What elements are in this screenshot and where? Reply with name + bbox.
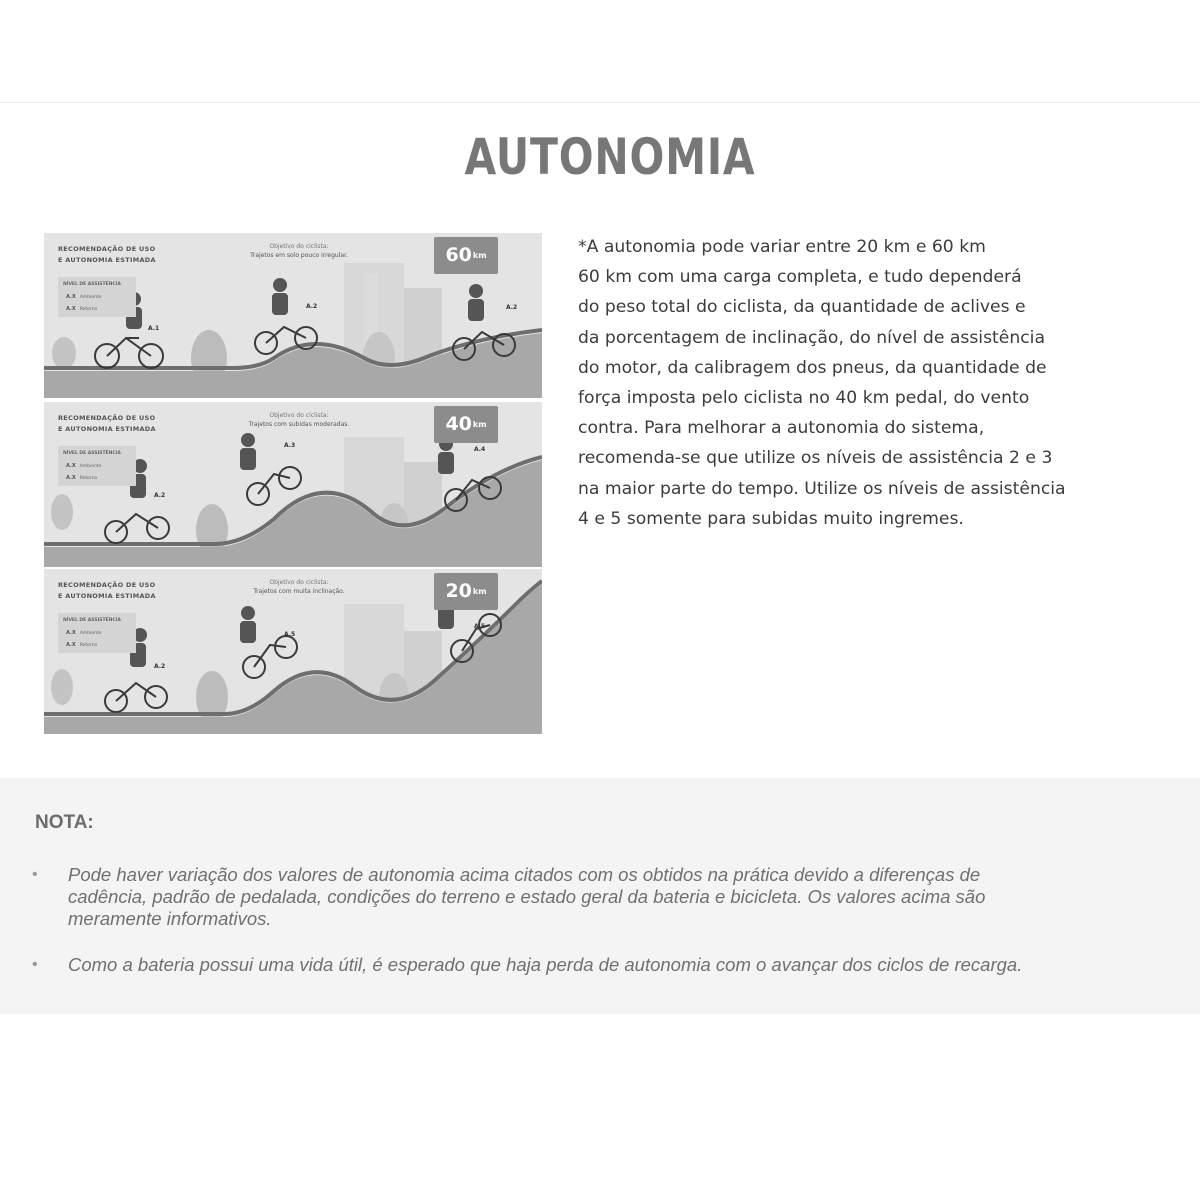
top-divider <box>0 102 1200 103</box>
bullet-icon: • <box>32 956 38 973</box>
panel-heading: RECOMENDAÇÃO DE USO E AUTONOMIA ESTIMADA <box>58 581 156 600</box>
panel-objective: Objetivo do ciclista: Trajetos com subidas moderadas. <box>248 412 350 428</box>
note-item: Pode haver variação dos valores de autonomia acima citados com os obtidos na prática devido a diferenças de cadência, padrão de pedalada, condições do terreno e estado geral da bateria e bicicleta. Os valores acima são meramente informativos. <box>68 864 986 929</box>
rider-level-label: A.3 <box>284 442 296 449</box>
autonomy-infographic <box>44 233 542 733</box>
range-badge: 40km <box>434 406 498 443</box>
rider-level-label: A.2 <box>154 492 166 499</box>
assistance-legend: NÍVEL DE ASSISTÊNCIA A.X Ambiente A.X Retorno <box>58 613 136 653</box>
note-item: Como a bateria possui uma vida útil, é esperado que haja perda de autonomia com o avançar dos ciclos de recarga. <box>68 954 1023 975</box>
assistance-legend: NÍVEL DE ASSISTÊNCIA A.X Ambiente A.X Retorno <box>58 446 136 486</box>
infographic-panel-60km <box>44 233 542 398</box>
panel-heading: RECOMENDAÇÃO DE USO E AUTONOMIA ESTIMADA <box>58 414 156 433</box>
panel-objective: Objetivo do ciclista: Trajetos em solo pouco irregular. <box>250 243 348 259</box>
rider-level-label: A.4 <box>474 446 486 453</box>
rider-level-label: A.5 <box>284 631 296 638</box>
bullet-icon: • <box>32 866 38 883</box>
rider-level-label: A.2 <box>154 663 166 670</box>
range-badge: 20km <box>434 573 498 610</box>
rider-level-label: A.1 <box>148 325 160 332</box>
panel-heading: RECOMENDAÇÃO DE USO E AUTONOMIA ESTIMADA <box>58 245 156 264</box>
rider-level-label: A.5 <box>474 623 486 630</box>
autonomy-description: *A autonomia pode variar entre 20 km e 60 km 60 km com uma carga completa, e tudo dependerá do peso total do ciclista, da quantidade de aclives e da porcentagem de inclinação, do nível de assistência do motor, da calibragem dos pneus, da quantidade de força imposta pelo ciclista no 40 km pedal, do vento contra. Para melhorar a autonomia do sistema, recomenda-se que utilize os níveis de assistência 2 e 3 na maior parte do tempo. Utilize os níveis de assistência 4 e 5 somente para subidas muito ingremes. <box>578 237 1066 529</box>
infographic-panel-40km <box>44 402 542 567</box>
rider-level-label: A.2 <box>306 303 318 310</box>
page-title: AUTONOMIA <box>464 128 756 186</box>
assistance-legend: NÍVEL DE ASSISTÊNCIA A.X Ambiente A.X Retorno <box>58 277 136 317</box>
panel-objective: Objetivo do ciclista: Trajetos com muita inclinação. <box>253 579 345 595</box>
range-badge: 60km <box>434 237 498 274</box>
rider-level-label: A.2 <box>506 304 518 311</box>
note-title: NOTA: <box>35 812 94 833</box>
infographic-panel-20km <box>44 569 542 734</box>
